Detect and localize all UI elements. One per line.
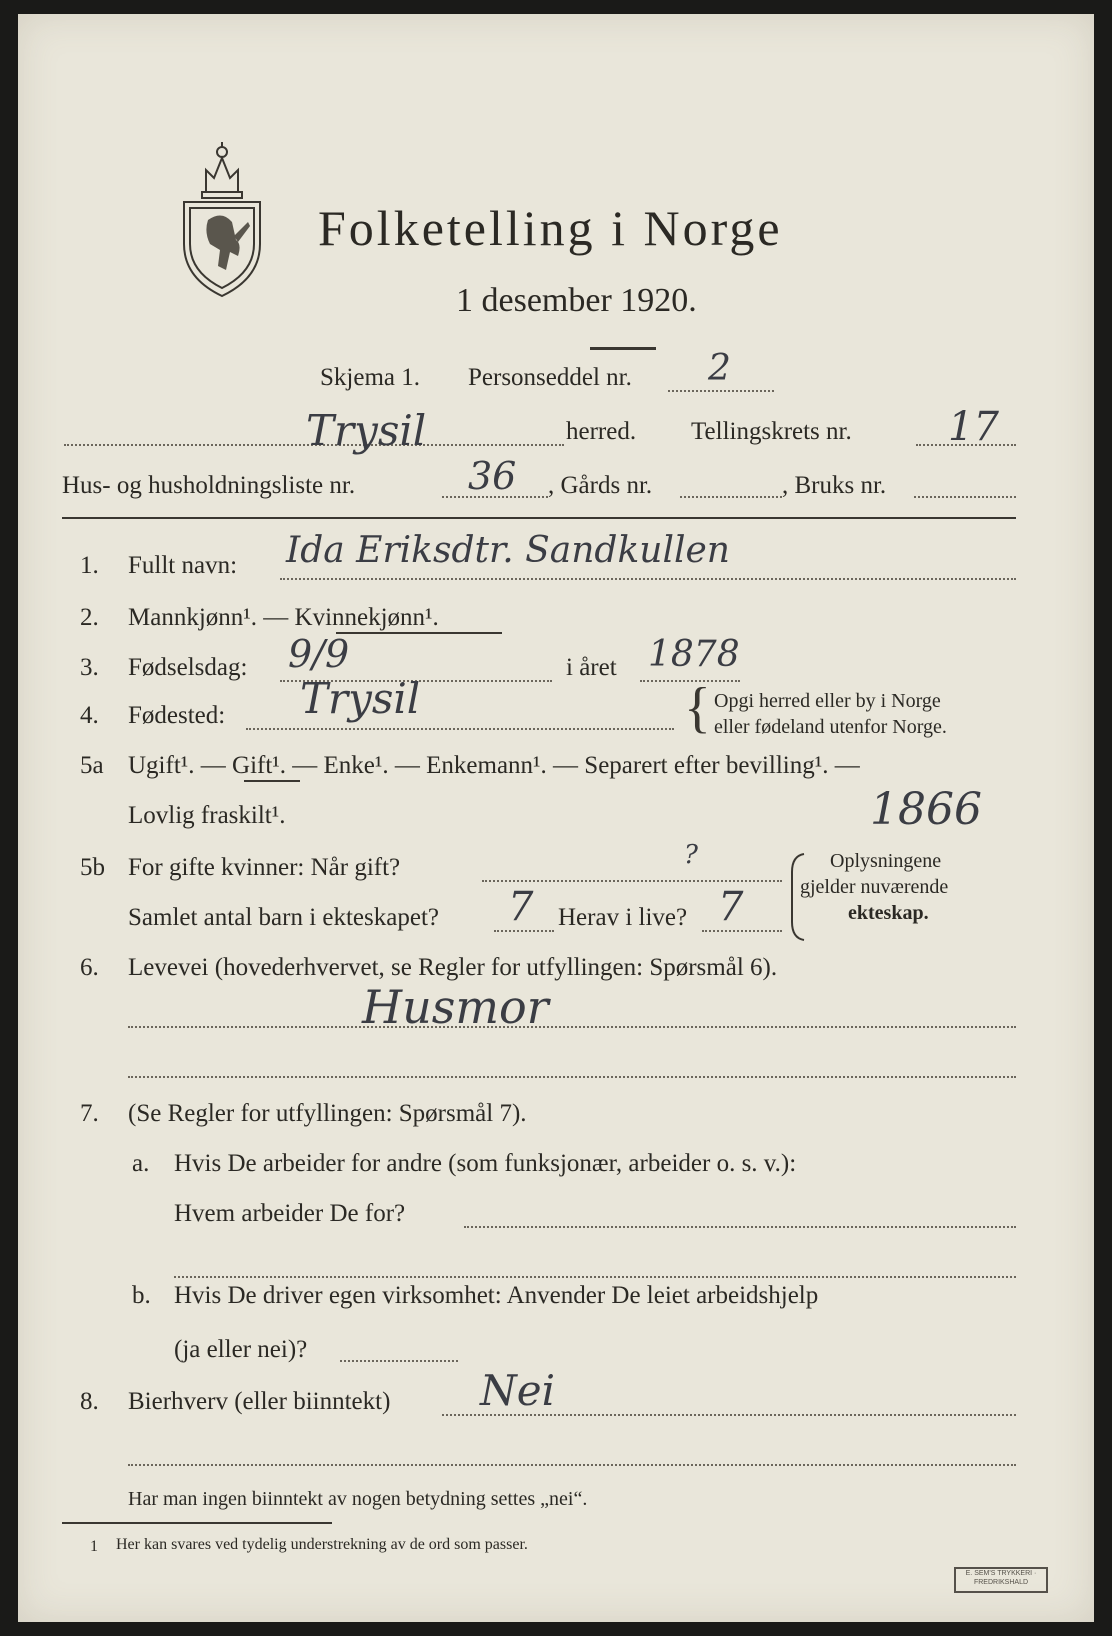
personseddel-line (668, 390, 774, 392)
q1-line (280, 578, 1016, 580)
coat-of-arms-icon (176, 140, 268, 298)
q1-number: 1. (80, 552, 99, 579)
q8-value: Nei (480, 1366, 556, 1415)
q1-value: Ida Eriksdtr. Sandkullen (286, 530, 730, 571)
q5a-label-2: Lovlig fraskilt¹. (128, 802, 286, 829)
gards-line (680, 496, 782, 498)
form-title: Folketelling i Norge (318, 200, 783, 256)
q2-number: 2. (80, 604, 99, 631)
q5b-line (482, 880, 782, 882)
q5b-label: For gifte kvinner: Når gift? (128, 854, 401, 881)
q5a-number: 5a (80, 752, 104, 779)
q6-value: Husmor (362, 980, 549, 1034)
q2-underline (336, 632, 502, 634)
bruks-label: , Bruks nr. (782, 472, 887, 499)
q7-number: 7. (80, 1100, 99, 1127)
q7a-line-2 (174, 1276, 1016, 1278)
skjema-label: Skjema 1. (320, 364, 420, 391)
herred-value: Trysil (306, 406, 427, 455)
personseddel-value: 2 (708, 348, 731, 389)
q4-note-2: eller fødeland utenfor Norge. (714, 716, 947, 738)
q5b-value: ? (684, 840, 698, 870)
q5b-note-2: gjelder nuværende (800, 876, 949, 898)
q7b-label: Hvis De driver egen virksomhet: Anvender De leiet arbeidshjelp (174, 1282, 819, 1309)
q1-label: Fullt navn: (128, 552, 238, 579)
q5b-number: 5b (80, 854, 105, 881)
q5a-underline (244, 780, 300, 782)
q3-number: 3. (80, 654, 99, 681)
q3-value: 9/9 (288, 632, 350, 676)
q6-number: 6. (80, 954, 99, 981)
q5b-barn-line (494, 930, 554, 932)
footnote-rule (62, 1522, 332, 1524)
printer-stamp: E. SEM'S TRYKKERI · FREDRIKSHALD (954, 1567, 1048, 1593)
tellingskrets-label: Tellingskrets nr. (691, 418, 852, 445)
q4-label: Fødested: (128, 702, 226, 729)
q6-line-2 (128, 1076, 1016, 1078)
q7a-letter: a. (132, 1150, 150, 1177)
q4-value: Trysil (300, 674, 421, 723)
q5b-live-value: 7 (718, 884, 744, 930)
q5b-live-line (702, 930, 782, 932)
form-date: 1 desember 1920. (456, 282, 697, 319)
q8-label: Bierhverv (eller biinntekt) (128, 1388, 391, 1415)
q5b-note-1: Oplysningene (830, 850, 942, 872)
q6-line-1 (128, 1026, 1016, 1028)
hus-value: 36 (468, 454, 517, 498)
footnote-text: Her kan svares ved tydelig understrekning av de ord som passer. (116, 1536, 528, 1553)
q6-label: Levevei (hovederhvervet, se Regler for utfyllingen: Spørsmål 6). (128, 954, 778, 981)
q8-line-2 (128, 1464, 1016, 1466)
q2-label: Mannkjønn¹. — Kvinnekjønn¹. (128, 604, 439, 631)
q5b-live-label: Herav i live? (558, 904, 688, 931)
q4-line (246, 728, 674, 730)
q7a-line-1 (464, 1226, 1016, 1228)
q5b-label-2: Samlet antal barn i ekteskapet? (128, 904, 439, 931)
q3-label: Fødselsdag: (128, 654, 248, 681)
q5b-note-3: ekteskap. (848, 902, 929, 924)
title-divider (590, 347, 656, 350)
q5b-barn-value: 7 (508, 884, 534, 930)
q7b-letter: b. (132, 1282, 151, 1309)
tellingskrets-value: 17 (948, 404, 999, 450)
q5a-extra-value: 1866 (870, 784, 982, 835)
q4-brace: { (684, 677, 711, 739)
personseddel-label: Personseddel nr. (468, 364, 632, 391)
footnote-marker: 1 (90, 1538, 98, 1555)
q4-number: 4. (80, 702, 99, 729)
q7b-label-2: (ja eller nei)? (174, 1336, 308, 1363)
q7b-line (340, 1360, 458, 1362)
herred-label: herred. (566, 418, 637, 445)
q7a-label-2: Hvem arbeider De for? (174, 1200, 406, 1227)
q7a-label: Hvis De arbeider for andre (som funksjonær, arbeider o. s. v.): (174, 1150, 797, 1177)
gards-label: , Gårds nr. (548, 472, 653, 499)
q3-year-value: 1878 (648, 634, 740, 675)
hus-label: Hus- og husholdningsliste nr. (62, 472, 356, 499)
q7-label: (Se Regler for utfyllingen: Spørsmål 7). (128, 1100, 527, 1127)
q4-note-1: Opgi herred eller by i Norge (714, 690, 941, 712)
q5a-label: Ugift¹. — Gift¹. — Enke¹. — Enkemann¹. — Separert efter bevilling¹. — (128, 752, 860, 779)
q3-year-label: i året (566, 654, 617, 681)
census-form-page (18, 14, 1094, 1622)
nei-note: Har man ingen biinntekt av nogen betydning settes „nei“. (128, 1488, 588, 1510)
q8-number: 8. (80, 1388, 99, 1415)
bruks-line (914, 496, 1016, 498)
header-rule (62, 517, 1016, 519)
